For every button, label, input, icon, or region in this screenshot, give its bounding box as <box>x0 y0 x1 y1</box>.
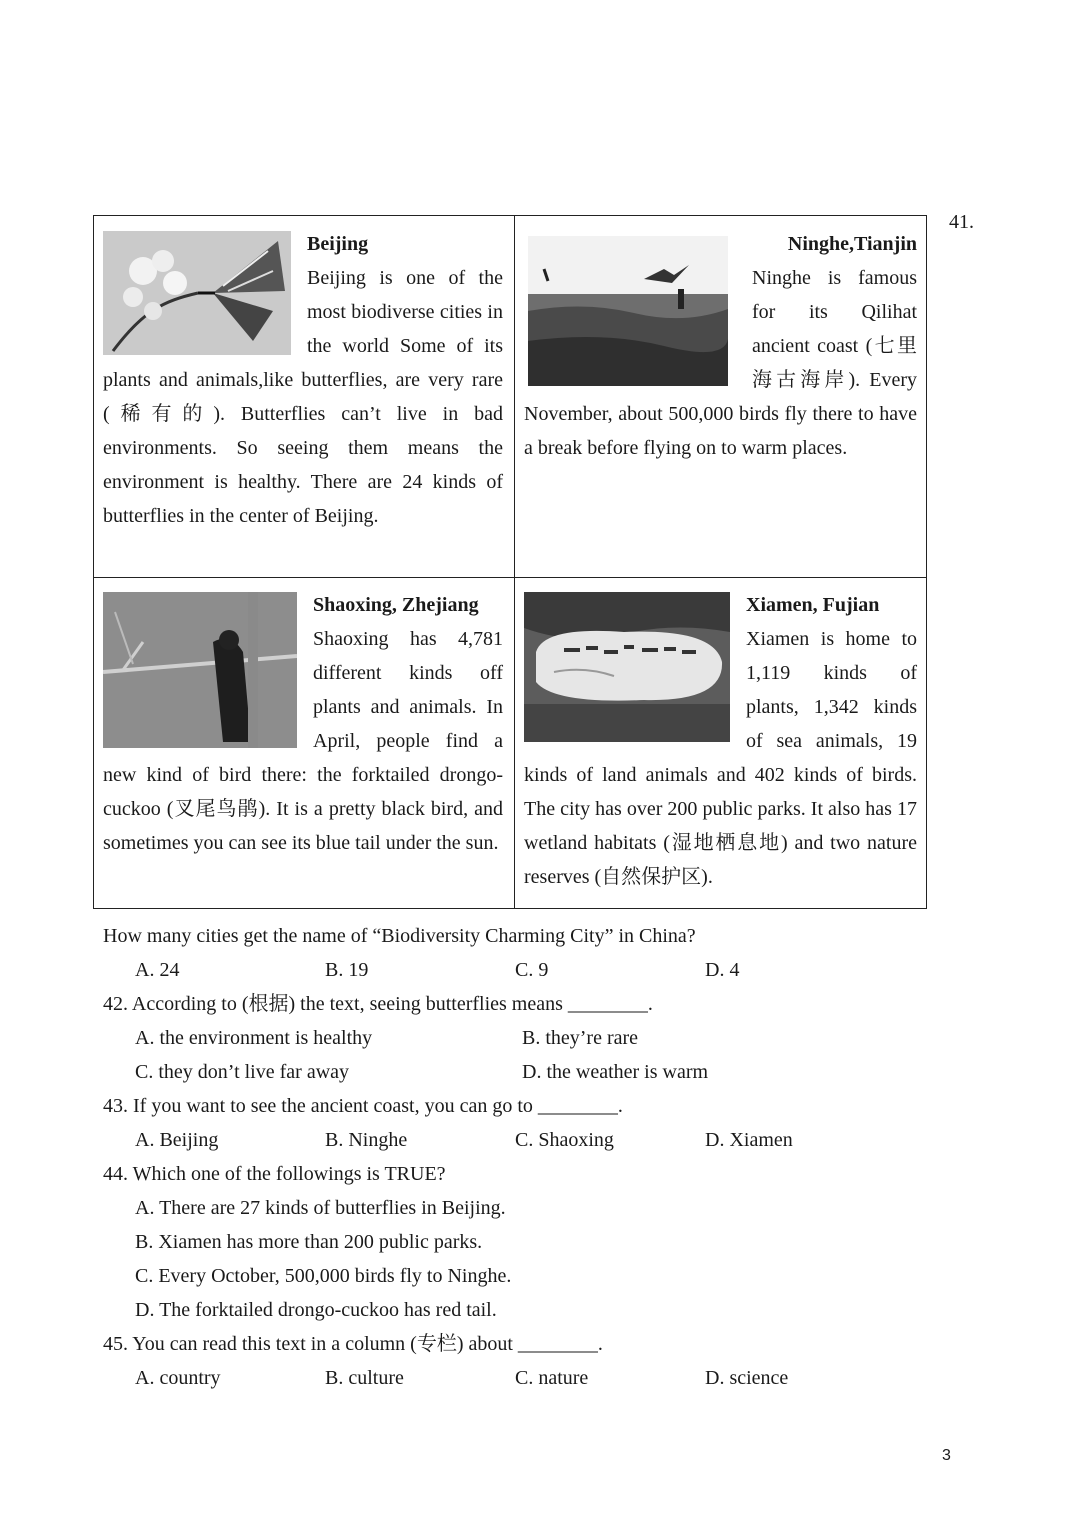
question-42-stem: 42. According to (根据) the text, seeing butterflies means ________. <box>103 993 653 1015</box>
coast-birds-photo <box>524 231 736 389</box>
butterfly-photo <box>103 231 291 355</box>
option-d: D. science <box>705 1367 789 1389</box>
cell-title: Ninghe,Tianjin <box>787 233 917 255</box>
questions <box>103 919 943 1395</box>
cell-text: Ninghe is famous for its Qilihat ancient coast (七里海古海岸). Every November, about 500,000 birds fly there to have a break before flying on to warm places. <box>524 267 917 459</box>
cell-text: Beijing is one of the most biodiverse cities in the world Some of its plants and animals,like butterflies, are very rare (稀有的). Butterflies can’t live in bad environments. So seeing them means the environment is healthy. There are 24 kinds of butterflies in the center of Beijing. <box>103 267 503 527</box>
question-41-options <box>103 953 943 987</box>
option-d: D. The forktailed drongo-cuckoo has red tail. <box>135 1299 497 1321</box>
option-b: B. Xiamen has more than 200 public parks. <box>135 1231 483 1253</box>
option-c: C. they don’t live far away <box>135 1061 350 1083</box>
question-42-options-ab <box>103 1021 943 1055</box>
cell-title: Beijing <box>307 233 369 255</box>
table-divider-vertical <box>514 216 515 908</box>
cell-text: Shaoxing has 4,781 different kinds off plants and animals. In April, people find a new kind of bird there: the forktailed drongo-cuckoo (叉尾鸟鹃). It is a pretty black bird, and sometimes you can see its blue tail under the sun. <box>103 628 503 854</box>
cell-title: Xiamen, Fujian <box>746 594 880 616</box>
option-d: D. the weather is warm <box>522 1061 709 1083</box>
option-b: B. culture <box>325 1367 404 1389</box>
option-b: B. they’re rare <box>522 1027 639 1049</box>
question-44-stem: 44. Which one of the followings is TRUE? <box>103 1163 446 1185</box>
option-b: B. Ninghe <box>325 1129 408 1151</box>
option-d: D. Xiamen <box>705 1129 793 1151</box>
option-a: A. the environment is healthy <box>135 1027 373 1049</box>
option-c: C. nature <box>515 1367 589 1389</box>
cell-text: Xiamen is home to 1,119 kinds of plants, 1,342 kinds of sea animals, 19 kinds of land animals and 402 kinds of birds. The city has over 200 public parks. It also has 17 wetland habitats (湿地栖息地) and two nature reserves (自然保护区). <box>524 628 917 888</box>
cell-shaoxing <box>103 588 503 860</box>
option-d: D. 4 <box>705 959 740 981</box>
question-41-number: 41. <box>949 211 974 233</box>
cell-xiamen <box>524 588 917 894</box>
wetland-park-stone-photo <box>524 592 730 742</box>
option-c: C. Shaoxing <box>515 1129 614 1151</box>
option-c: C. Every October, 500,000 birds fly to Ninghe. <box>135 1265 512 1287</box>
question-41-stem: How many cities get the name of “Biodiversity Charming City” in China? <box>103 925 696 947</box>
option-a: A. Beijing <box>135 1129 219 1151</box>
option-b: B. 19 <box>325 959 369 981</box>
option-a: A. There are 27 kinds of butterflies in Beijing. <box>135 1197 506 1219</box>
option-a: A. country <box>135 1367 221 1389</box>
question-43-stem: 43. If you want to see the ancient coast, you can go to ________. <box>103 1095 623 1117</box>
cell-beijing <box>103 227 503 533</box>
question-45-stem: 45. You can read this text in a column (专栏) about ________. <box>103 1333 603 1355</box>
option-c: C. 9 <box>515 959 549 981</box>
passage-table <box>93 215 927 909</box>
question-43-options <box>103 1123 943 1157</box>
question-45-options <box>103 1361 943 1395</box>
table-divider-horizontal <box>94 577 926 578</box>
cell-ninghe <box>524 227 917 465</box>
cell-title: Shaoxing, Zhejiang <box>313 594 479 616</box>
question-42-options-cd <box>103 1055 943 1089</box>
page-number: 3 <box>942 1447 951 1464</box>
bird-branch-photo <box>103 592 297 748</box>
option-a: A. 24 <box>135 959 180 981</box>
